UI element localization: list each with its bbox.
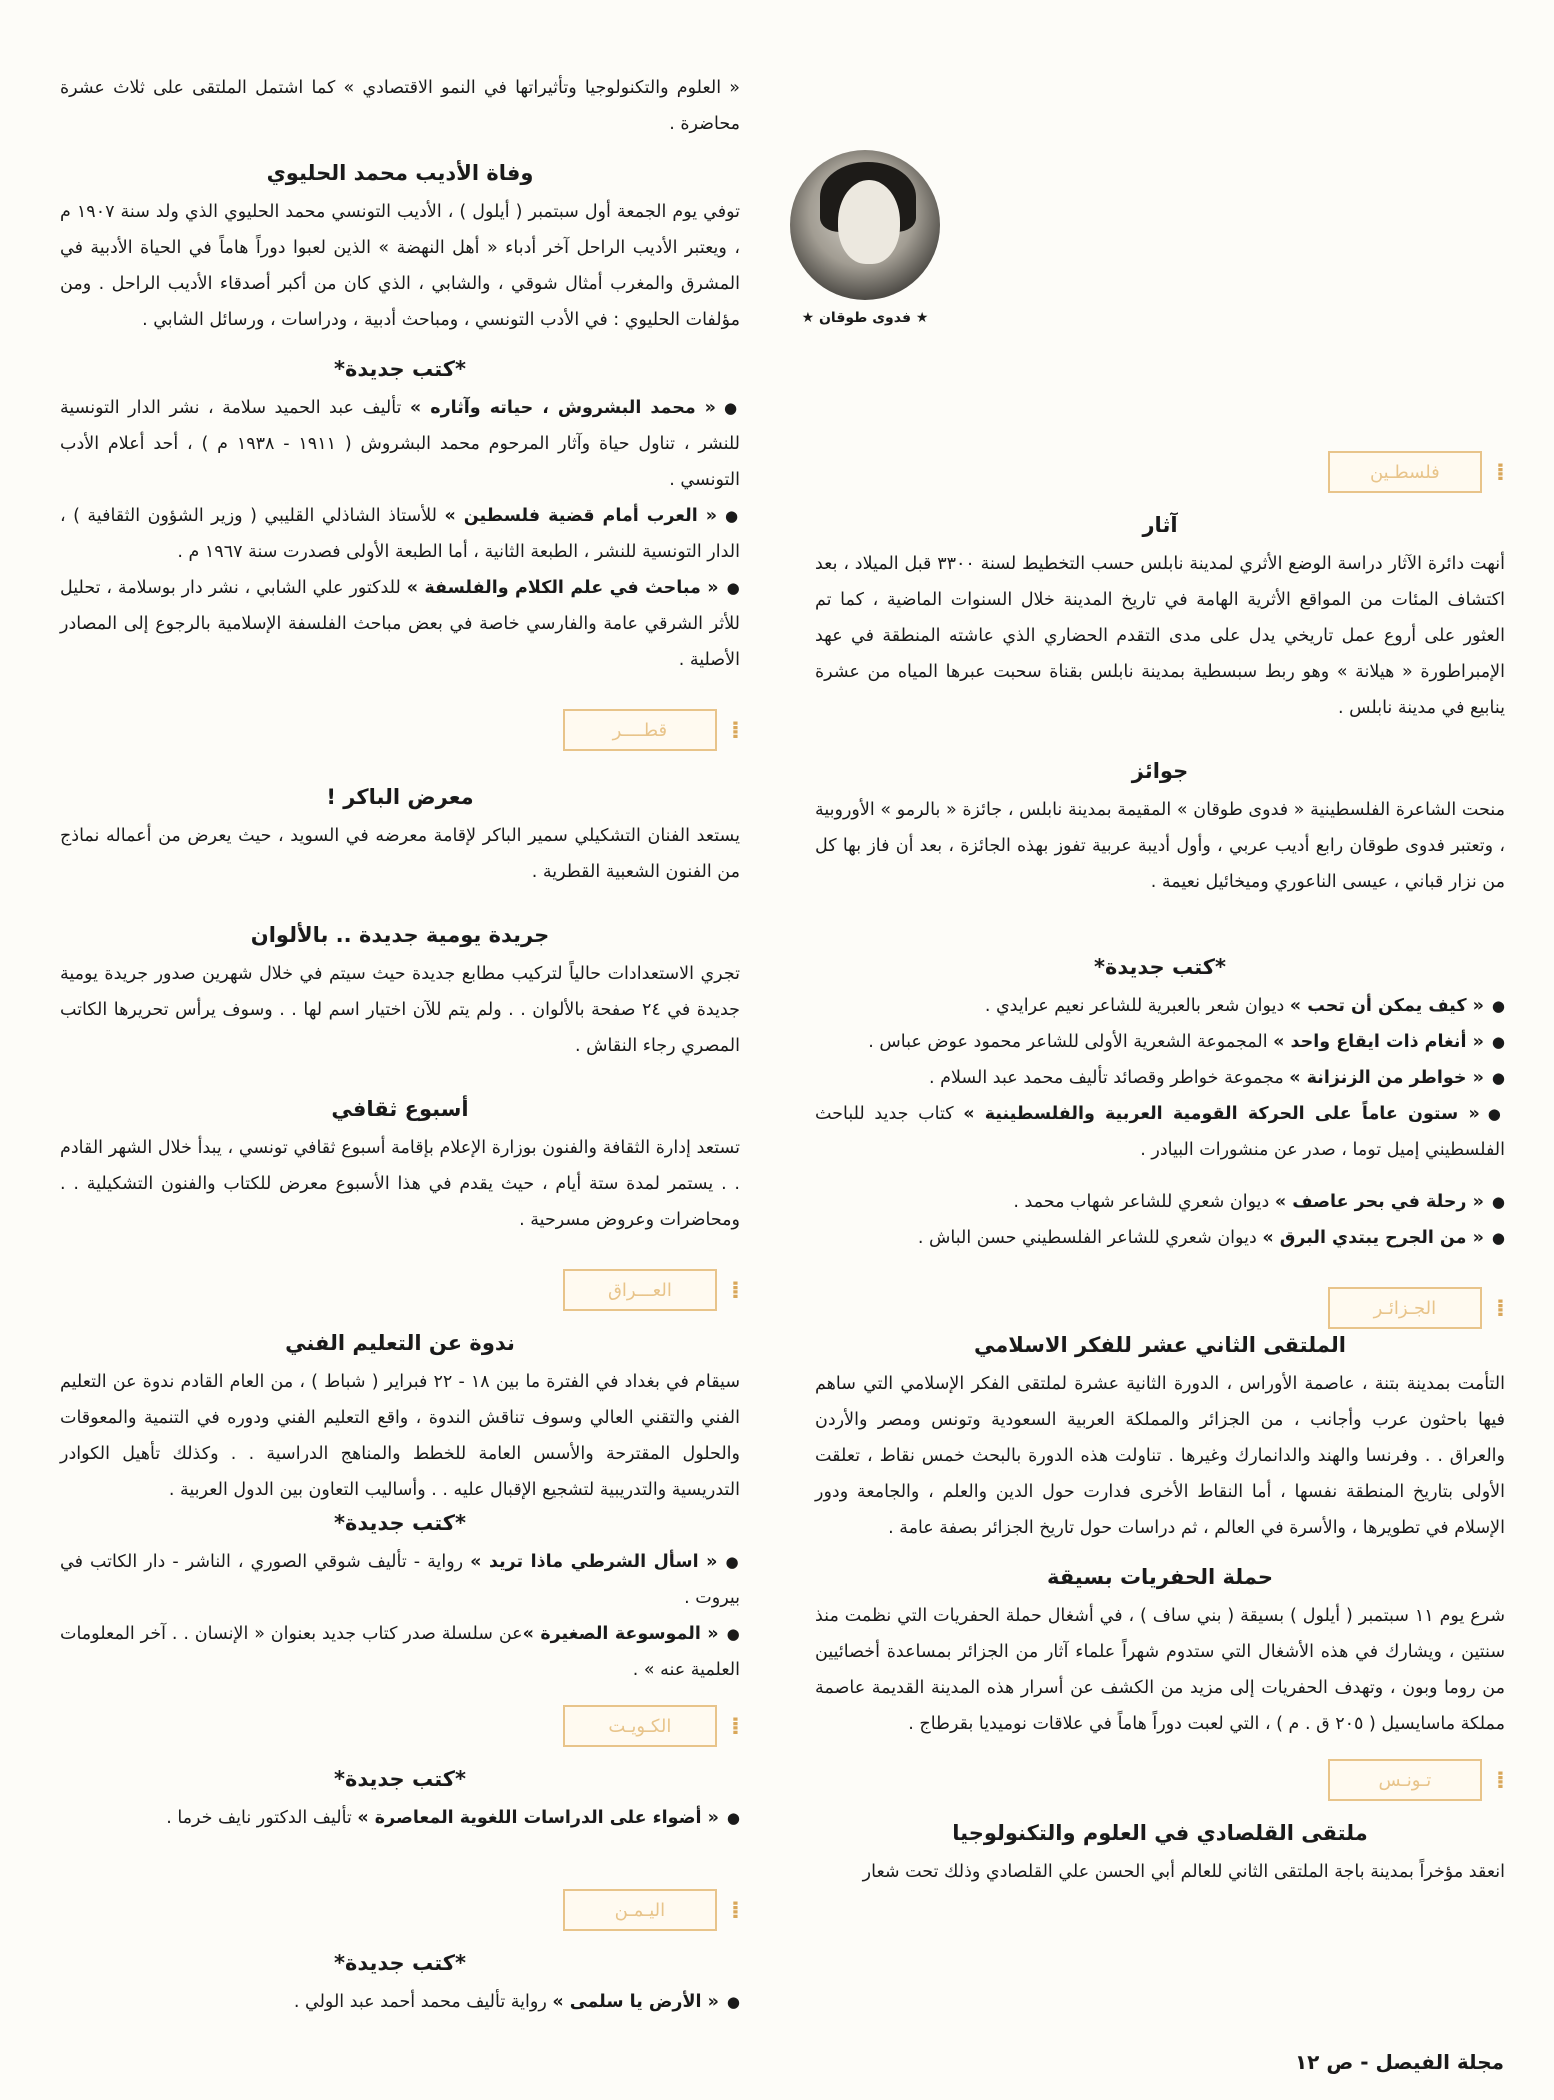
death-heading: وفاة الأديب محمد الحليوي bbox=[266, 161, 534, 185]
books-heading-1: *كتب جديدة* bbox=[334, 357, 466, 381]
portrait-photo bbox=[790, 150, 940, 300]
list-item: ● « ستون عاماً على الحركة القومية العربية والفلسطينية » كتاب جديد للباحث الفلسطيني إميل توما ، صدر عن منشورات البيادر . bbox=[815, 1096, 1505, 1168]
section-label-qatar bbox=[60, 708, 740, 752]
list-item: ● « محمد البشروش ، حياته وآثاره » تأليف عبد الحميد سلامة ، نشر الدار التونسية للنشر ، تناول حياة وآثار المرحوم محمد البشروش ( ١٩١١ - ١٩٣٨ م ) ، أحد أعلام الأدب التونسي . bbox=[60, 390, 740, 498]
books-list-palestine bbox=[815, 988, 1505, 1168]
list-item: ● « كيف يمكن أن تحب » ديوان شعر بالعبرية للشاعر نعيم عرايدي . bbox=[815, 988, 1505, 1024]
books-list-3 bbox=[60, 1800, 740, 1836]
page-footer: مجلة الفيصل - ص ١٢ bbox=[1294, 2050, 1504, 2074]
section-label-palestine bbox=[815, 450, 1505, 494]
prizes-paragraph: منحت الشاعرة الفلسطينية « فدوى طوقان » المقيمة بمدينة نابلس ، جائزة « بالرمو » الأوروبية ، وتعتبر فدوى طوقان رابع أديب عربي ، وأول أديبة عربية تفوز بهذه الجائزة ، بعد أن فاز بها كل من نزار قباني ، عيسى الناعوري وميخائيل نعيمة . bbox=[815, 800, 1505, 892]
section-marker-icon: ⁞ bbox=[730, 1712, 740, 1740]
list-item: ● « الموسوعة الصغيرة »عن سلسلة صدر كتاب جديد بعنوان « الإنسان . . آخر المعلومات العلمية عنه » . bbox=[60, 1616, 740, 1688]
list-item: ● « أضواء على الدراسات اللغوية المعاصرة » تأليف الدكتور نايف خرما . bbox=[60, 1800, 740, 1836]
books-list-1 bbox=[60, 390, 740, 678]
section-label-iraq bbox=[60, 1268, 740, 1312]
section-marker-icon: ⁞ bbox=[730, 1276, 740, 1304]
books-list-palestine-more bbox=[815, 1184, 1505, 1256]
section-name: الجـزائـر bbox=[1328, 1287, 1482, 1329]
section-name: تـونـس bbox=[1328, 1759, 1482, 1801]
list-item: ● « أنغام ذات ايقاع واحد » المجموعة الشعرية الأولى للشاعر محمود عوض عباس . bbox=[815, 1024, 1505, 1060]
list-item: ● « الأرض يا سلمى » رواية تأليف محمد أحمد عبد الولي . bbox=[60, 1984, 740, 2020]
list-item: ● « اسأل الشرطي ماذا تريد » رواية - تأليف شوقي الصوري ، الناشر - دار الكاتب في بيروت . bbox=[60, 1544, 740, 1616]
list-item: ● « رحلة في بحر عاصف » ديوان شعري للشاعر شهاب محمد . bbox=[815, 1184, 1505, 1220]
books-heading-2: *كتب جديدة* bbox=[334, 1511, 466, 1535]
culture-week-heading: أسبوع ثقافي bbox=[331, 1097, 469, 1121]
section-marker-icon: ⁞ bbox=[730, 1896, 740, 1924]
qalasadi-heading: ملتقى القلصادي في العلوم والتكنولوجيا bbox=[952, 1821, 1368, 1845]
newspaper-heading: جريدة يومية جديدة .. بالألوان bbox=[250, 923, 550, 947]
forum-paragraph: التأمت بمدينة بتنة ، عاصمة الأوراس ، الدورة الثانية عشرة لملتقى الفكر الإسلامي التي ساهم فيها باحثون عرب وأجانب ، من الجزائر والمملكة العربية السعودية وتونس ومصر والأردن والعراق . . وفرنسا والهند والدانمارك وغيرها . تناولت هذه الدورة بالبحث خمس نقاط ، تعلقت الأولى بتاريخ المنطقة نفسها ، أما النقاط الأخرى فدارت حول الدين والعلم ، والجامعة ودور الإسلام في تطويرها ، والأسرة في العالم ، ثم دراسات حول تاريخ الجزائر بصفة عامة . bbox=[815, 1374, 1505, 1538]
books-heading-palestine: *كتب جديدة* bbox=[1094, 955, 1226, 979]
section-marker-icon: ⁞ bbox=[730, 716, 740, 744]
athar-paragraph: أنهت دائرة الآثار دراسة الوضع الأثري لمدينة نابلس حسب التخطيط لسنة ٣٣٠٠ قبل الميلاد ، بعد اكتشاف المئات من المواقع الأثرية الهامة في تاريخ المدينة خلال السنوات الماضية ، كما تم العثور على أروع عمل تاريخي يدل على مدى التقدم الحضاري الذي عاشته المنطقة في عهد الإمبراطورة « هيلانة » وهو ربط سبسطية بمدينة نابلس بقناة سحبت عبرها المياه من عشرة ينابيع في مدينة نابلس . bbox=[815, 554, 1505, 718]
bakir-heading: معرض الباكر ! bbox=[326, 785, 474, 809]
forum-heading: الملتقى الثاني عشر للفكر الاسلامي bbox=[974, 1333, 1346, 1357]
section-label-algeria bbox=[815, 1286, 1505, 1330]
athar-heading: آثار bbox=[1142, 513, 1178, 537]
right-column bbox=[815, 450, 1505, 1890]
section-marker-icon: ⁞ bbox=[1495, 1766, 1505, 1794]
bakir-paragraph: يستعد الفنان التشكيلي سمير الباكر لإقامة معرضه في السويد ، حيث يعرض من أعماله نماذج من الفنون الشعبية القطرية . bbox=[60, 826, 740, 882]
section-marker-icon: ⁞ bbox=[1495, 458, 1505, 486]
portrait-figure bbox=[780, 150, 950, 326]
dig-paragraph: شرع يوم ١١ سبتمبر ( أيلول ) بسيقة ( بني ساف ) ، في أشغال حملة الحفريات التي نظمت منذ سنتين ، ويشارك في هذه الأشغال التي ستدوم شهراً علماء آثار من الجزائر بمساعدة أخصائيين من روما وبون ، وتهدف الحفريات إلى مزيد من الكشف عن أسرار هذه المدينة القديمة عاصمة مملكة ماسايسيل ( ٢٠٥ ق . م ) ، التي لعبت دوراً هاماً في علاقات نوميديا بقرطاج . bbox=[815, 1606, 1505, 1734]
list-item: ● « خواطر من الزنزانة » مجموعة خواطر وقصائد تأليف محمد عبد السلام . bbox=[815, 1060, 1505, 1096]
section-name: العـــراق bbox=[563, 1269, 717, 1311]
death-paragraph: توفي يوم الجمعة أول سبتمبر ( أيلول ) ، الأديب التونسي محمد الحليوي الذي ولد سنة ١٩٠٧ م ، ويعتبر الأديب الراحل آخر أدباء « أهل النهضة » الذين لعبوا دوراً هاماً في الحياة الأدبية في المشرق والمغرب أمثال شوقي ، والشابي ، الذي كان من أكبر أصدقاء الأديب الراحل . ومن مؤلفات الحليوي : في الأدب التونسي ، ومباحث أدبية ، ودراسات ، ورسائل الشابي . bbox=[60, 202, 741, 330]
books-heading-4: *كتب جديدة* bbox=[334, 1951, 466, 1975]
intro-paragraph: « العلوم والتكنولوجيا وتأثيراتها في النمو الاقتصادي » كما اشتمل الملتقى على ثلاث عشرة محاضرة . bbox=[60, 78, 740, 134]
section-name: فلسطـين bbox=[1328, 451, 1482, 493]
section-name: اليـمـن bbox=[563, 1889, 717, 1931]
left-column bbox=[60, 70, 740, 2020]
prizes-heading: جوائز bbox=[1131, 759, 1189, 783]
culture-week-paragraph: تستعد إدارة الثقافة والفنون بوزارة الإعلام بإقامة أسبوع ثقافي تونسي ، يبدأ خلال الشهر القادم . . يستمر لمدة ستة أيام ، حيث يقدم في هذا الأسبوع معرض للكتاب والفنون التشكيلية . . ومحاضرات وعروض مسرحية . bbox=[60, 1138, 740, 1230]
qalasadi-paragraph: انعقد مؤخراً بمدينة باجة الملتقى الثاني للعالم أبي الحسن علي القلصادي وذلك تحت شعار bbox=[862, 1862, 1505, 1882]
newspaper-paragraph: تجري الاستعدادات حالياً لتركيب مطابع جديدة حيث سيتم في خلال شهرين صدور جريدة يومية جديدة في ٢٤ صفحة بالألوان . . ولم يتم للآن اختيار اسم لها . . وسوف يرأس تحريرها الكاتب المصري رجاء النقاش . bbox=[60, 964, 740, 1056]
list-item: ● « من الجرح يبتدي البرق » ديوان شعري للشاعر الفلسطيني حسن الباش . bbox=[815, 1220, 1505, 1256]
section-label-tunisia bbox=[815, 1758, 1505, 1802]
section-name: الكـويـت bbox=[563, 1705, 717, 1747]
section-label-yemen bbox=[60, 1888, 740, 1932]
section-marker-icon: ⁞ bbox=[1495, 1294, 1505, 1322]
portrait-caption: ★ فدوى طوقان ★ bbox=[801, 310, 929, 326]
list-item: ● « مباحث في علم الكلام والفلسفة » للدكتور علي الشابي ، نشر دار بوسلامة ، تحليل للأثر الشرقي عامة والفارسي خاصة في بعض مباحث الفلسفة الإسلامية بالرجوع إلى المصادر الأصلية . bbox=[60, 570, 740, 678]
section-name: قطــــر bbox=[563, 709, 717, 751]
seminar-paragraph: سيقام في بغداد في الفترة ما بين ١٨ - ٢٢ فبراير ( شباط ) ، من العام القادم ندوة عن التعليم الفني والتقني العالي وسوف تناقش الندوة ، واقع التعليم الفني ودوره في التنمية والمعوقات والحلول المقترحة والأسس العامة للخطط والمناهج الدراسية . . وكذلك تأهيل الكوادر التدريسية والتدريبية لتشجيع الإقبال عليه . . وأساليب التعاون بين الدول العربية . bbox=[60, 1372, 740, 1500]
section-label-kuwait bbox=[60, 1704, 740, 1748]
dig-heading: حملة الحفريات بسيقة bbox=[1046, 1565, 1274, 1589]
books-list-2 bbox=[60, 1544, 740, 1688]
books-heading-3: *كتب جديدة* bbox=[334, 1767, 466, 1791]
list-item: ● « العرب أمام قضية فلسطين » للأستاذ الشاذلي القليبي ( وزير الشؤون الثقافية ) ، الدار التونسية للنشر ، الطبعة الثانية ، أما الطبعة الأولى فصدرت سنة ١٩٦٧ م . bbox=[60, 498, 740, 570]
books-list-4 bbox=[60, 1984, 740, 2020]
seminar-heading: ندوة عن التعليم الفني bbox=[285, 1331, 515, 1355]
